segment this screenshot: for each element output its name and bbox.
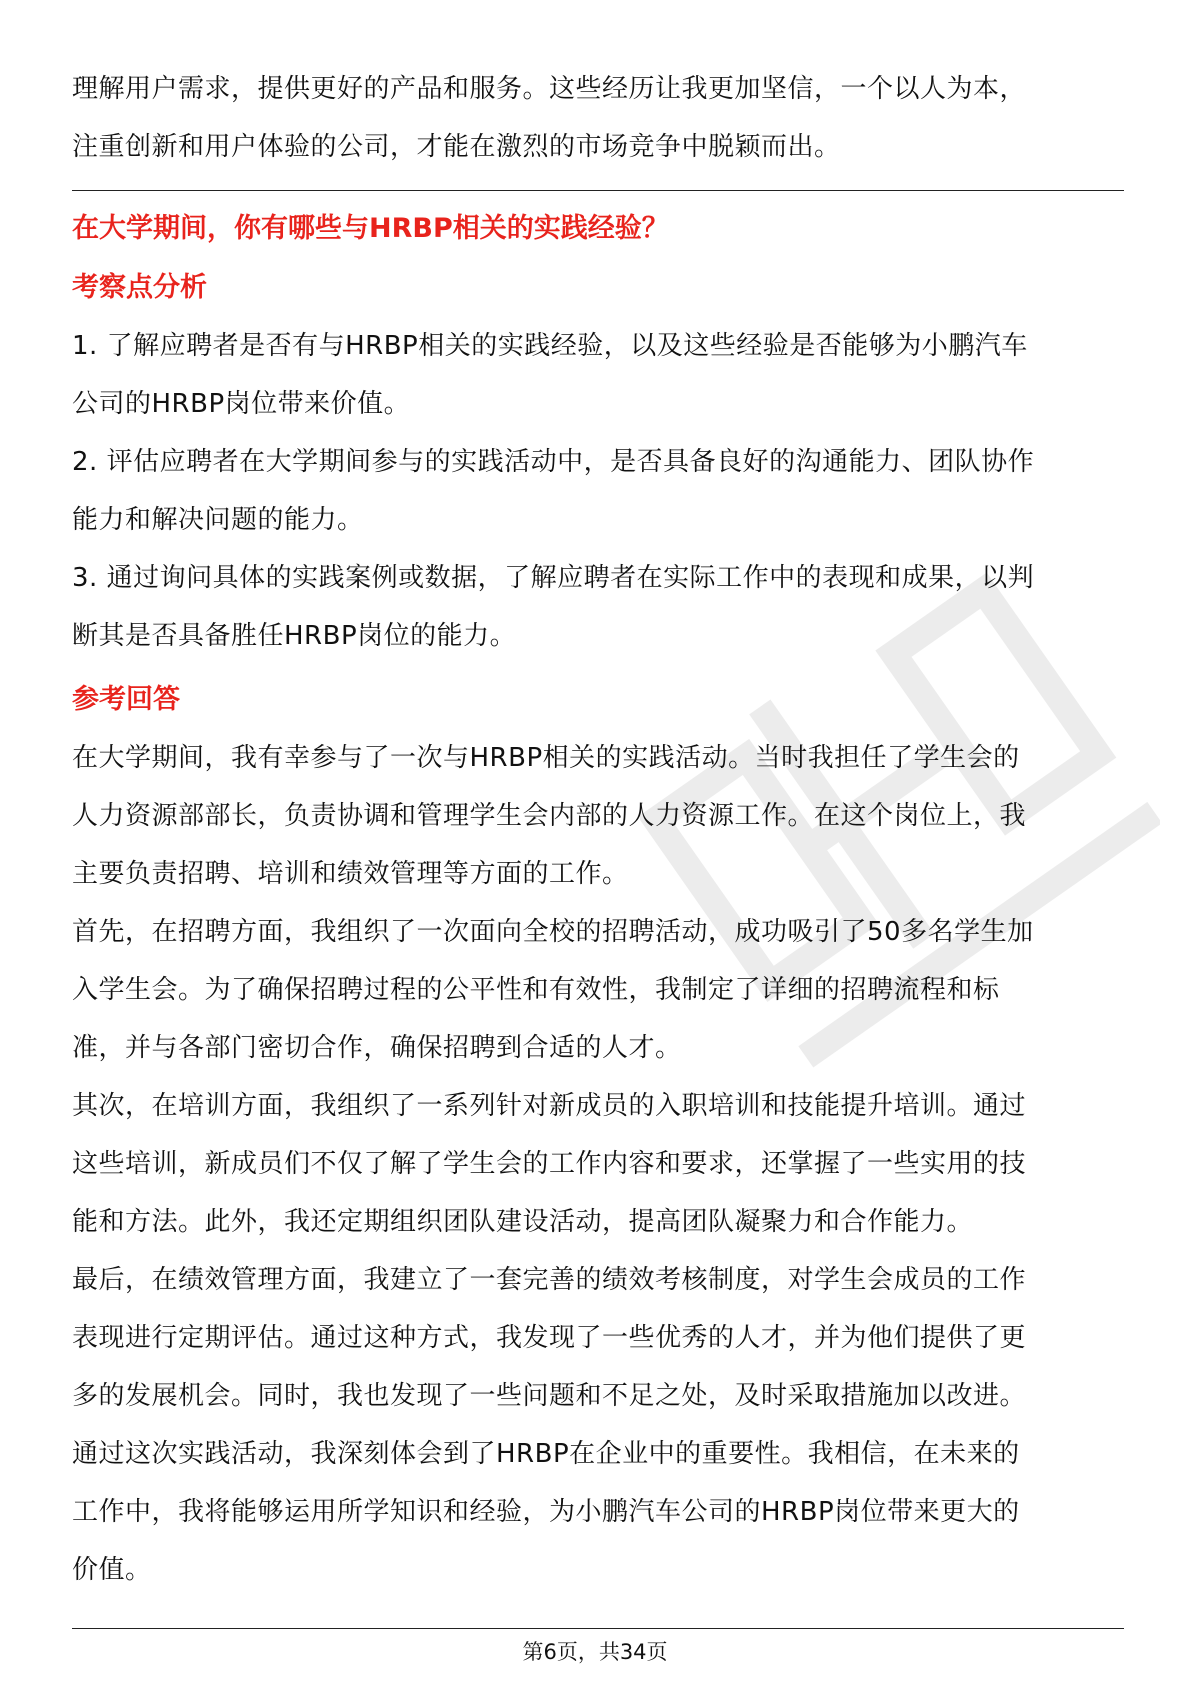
text-line: 注重创新和用户体验的公司，才能在激烈的市场竞争中脱颖而出。: [72, 132, 841, 162]
question-heading: 在大学期间，你有哪些与HRBP相关的实践经验？: [72, 213, 669, 244]
text-line: 能力和解决问题的能力。: [72, 505, 364, 535]
text-line: 3. 通过询问具体的实践案例或数据，了解应聘者在实际工作中的表现和成果，以判: [72, 563, 1035, 593]
text-line: 最后，在绩效管理方面，我建立了一套完善的绩效考核制度，对学生会成员的工作: [72, 1265, 1027, 1295]
document-page: [72, 60, 1124, 1599]
analysis-item: [72, 317, 1124, 433]
text-line: 表现进行定期评估。通过这种方式，我发现了一些优秀的人才，并为他们提供了更: [72, 1323, 1027, 1353]
text-line: 人力资源部部长，负责协调和管理学生会内部的人力资源工作。在这个岗位上，我: [72, 801, 1027, 831]
text-line: 在大学期间，我有幸参与了一次与HRBP相关的实践活动。当时我担任了学生会的: [72, 743, 1020, 773]
text-line: 公司的HRBP岗位带来价值。: [72, 389, 411, 419]
text-line: 理解用户需求，提供更好的产品和服务。这些经历让我更加坚信，一个以人为本，: [72, 74, 1027, 104]
analysis-item: [72, 433, 1124, 549]
section-divider: [72, 190, 1124, 191]
analysis-title: 考察点分析: [72, 272, 207, 303]
text-line: 1. 了解应聘者是否有与HRBP相关的实践经验，以及这些经验是否能够为小鹏汽车: [72, 331, 1028, 361]
text-line: 多的发展机会。同时，我也发现了一些问题和不足之处，及时采取措施加以改进。: [72, 1381, 1027, 1411]
answer-section: [72, 671, 1124, 1599]
text-line: 主要负责招聘、培训和绩效管理等方面的工作。: [72, 859, 629, 889]
footer-divider: [72, 1628, 1124, 1629]
text-line: 能和方法。此外，我还定期组织团队建设活动，提高团队凝聚力和合作能力。: [72, 1207, 974, 1237]
text-line: 准，并与各部门密切合作，确保招聘到合适的人才。: [72, 1033, 682, 1063]
analysis-item: [72, 549, 1124, 665]
text-line: 其次，在培训方面，我组织了一系列针对新成员的入职培训和技能提升培训。通过: [72, 1091, 1027, 1121]
text-line: 入学生会。为了确保招聘过程的公平性和有效性，我制定了详细的招聘流程和标: [72, 975, 1000, 1005]
answer-paragraph: [72, 1251, 1124, 1425]
analysis-section: [72, 259, 1124, 665]
intro-block: [72, 60, 1124, 176]
text-line: 断其是否具备胜任HRBP岗位的能力。: [72, 621, 517, 651]
page-number: 第6页，共34页: [522, 1640, 668, 1664]
answer-title: 参考回答: [72, 684, 180, 715]
text-line: 通过这次实践活动，我深刻体会到了HRBP在企业中的重要性。我相信，在未来的: [72, 1439, 1020, 1469]
answer-paragraph: [72, 903, 1124, 1077]
answer-paragraph: [72, 1077, 1124, 1251]
text-line: 这些培训，新成员们不仅了解了学生会的工作内容和要求，还掌握了一些实用的技: [72, 1149, 1027, 1179]
text-line: 2. 评估应聘者在大学期间参与的实践活动中，是否具备良好的沟通能力、团队协作: [72, 447, 1035, 477]
text-line: 工作中，我将能够运用所学知识和经验，为小鹏汽车公司的HRBP岗位带来更大的: [72, 1497, 1020, 1527]
answer-paragraph: [72, 729, 1124, 903]
answer-paragraph: [72, 1425, 1124, 1599]
text-line: 首先，在招聘方面，我组织了一次面向全校的招聘活动，成功吸引了50多名学生加: [72, 917, 1034, 947]
text-line: 价值。: [72, 1555, 152, 1585]
